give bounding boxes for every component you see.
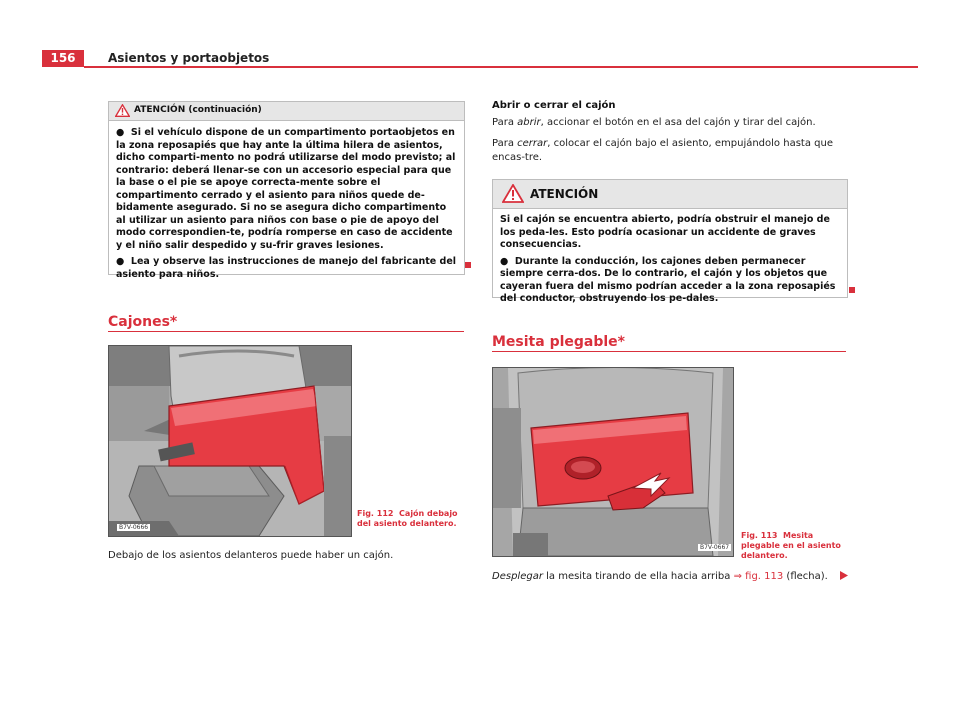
drawer-illustration (109, 346, 351, 536)
warning-item: ● Lea y observe las instrucciones de manejo del fabricante del asiento para niños. (116, 256, 457, 280)
section-rule (108, 331, 464, 332)
figure-number: Fig. 112 (357, 509, 394, 518)
folding-table-illustration (493, 368, 733, 556)
warning-body (493, 209, 847, 306)
warning-header (493, 180, 847, 209)
bullet-icon: ● (116, 127, 125, 138)
figure-caption (741, 531, 851, 561)
figure-caption-text: Cajón debajo del asiento delantero. (357, 509, 458, 528)
continue-arrow-icon (840, 571, 848, 580)
open-instruction: Para abrir, accionar el botón en el asa del cajón y tirar del cajón. (492, 117, 816, 128)
warning-body (109, 121, 464, 281)
warning-box-drawer (492, 179, 848, 304)
section-title-mesita: Mesita plegable* (492, 334, 625, 350)
bullet-icon: ● (500, 255, 509, 267)
section-end-icon (849, 287, 855, 293)
figure-caption-text: Mesita plegable en el asiento delantero. (741, 531, 841, 560)
mesita-body-text: Desplegar la mesita tirando de ella hacia arriba ⇒ fig. 113 (flecha). (492, 571, 828, 582)
section-rule (492, 351, 846, 352)
figure-code: B7V-0667 (700, 544, 730, 551)
page-number: 156 (42, 50, 84, 67)
warning-item: ● Si el vehículo dispone de un compartimento portaobjetos en la zona reposapiés que hay ante la última hilera de asientos, dicho comparti-mento no podrá utilizarse del modo previsto; al contrario: deberá llenar-se con un accesorio especial para que la base o el pie se apoye correcta-mente sobre el compartimento cerrado y el asiento para niños quede de-bidamente asegurado. Si no se asegura dicho compartimento al utilizar un asiento para niños con base o pie de apoyo del modo correspondien-te, podría romperse en caso de accidente y el niño salir despedido y su-frir graves lesiones. (116, 127, 456, 251)
bullet-icon: ● (116, 256, 125, 267)
warning-title: ATENCIÓN (530, 187, 599, 201)
subheading-open-close: Abrir o cerrar el cajón (492, 100, 616, 111)
warning-header (109, 102, 464, 121)
figure-code: B7V-0666 (119, 524, 149, 531)
cajones-body-text: Debajo de los asientos delanteros puede haber un cajón. (108, 550, 394, 561)
warning-triangle-icon (115, 104, 130, 117)
figure-caption (357, 509, 462, 529)
warning-title: ATENCIÓN (continuación) (134, 105, 262, 115)
figure-113-table (492, 367, 734, 557)
figure-number: Fig. 113 (741, 531, 778, 540)
section-end-icon (465, 262, 471, 268)
open-close-text (492, 116, 848, 172)
warning-intro: Si el cajón se encuentra abierto, podría obstruir el manejo de los peda-les. Esto podría ocasionar un accidente de graves consecuencias. (500, 214, 830, 250)
section-title-cajones: Cajones* (108, 314, 178, 330)
warning-box-continued (108, 101, 465, 280)
warning-triangle-icon (502, 184, 524, 203)
running-title: Asientos y portaobjetos (108, 51, 270, 65)
header-rule (84, 66, 918, 68)
close-instruction: Para cerrar, colocar el cajón bajo el asiento, empujándolo hasta que encas-tre. (492, 138, 833, 163)
warning-item: ● Durante la conducción, los cajones deben permanecer siempre cerra-dos. De lo contrario, el cajón y los objetos que cayeran fuera del mismo podrían acceder a la zona reposapiés del conductor, obstruyendo los pe-dales. (500, 255, 836, 304)
figure-112-drawer (108, 345, 352, 537)
figure-reference-link[interactable]: ⇒ fig. 113 (733, 571, 784, 582)
